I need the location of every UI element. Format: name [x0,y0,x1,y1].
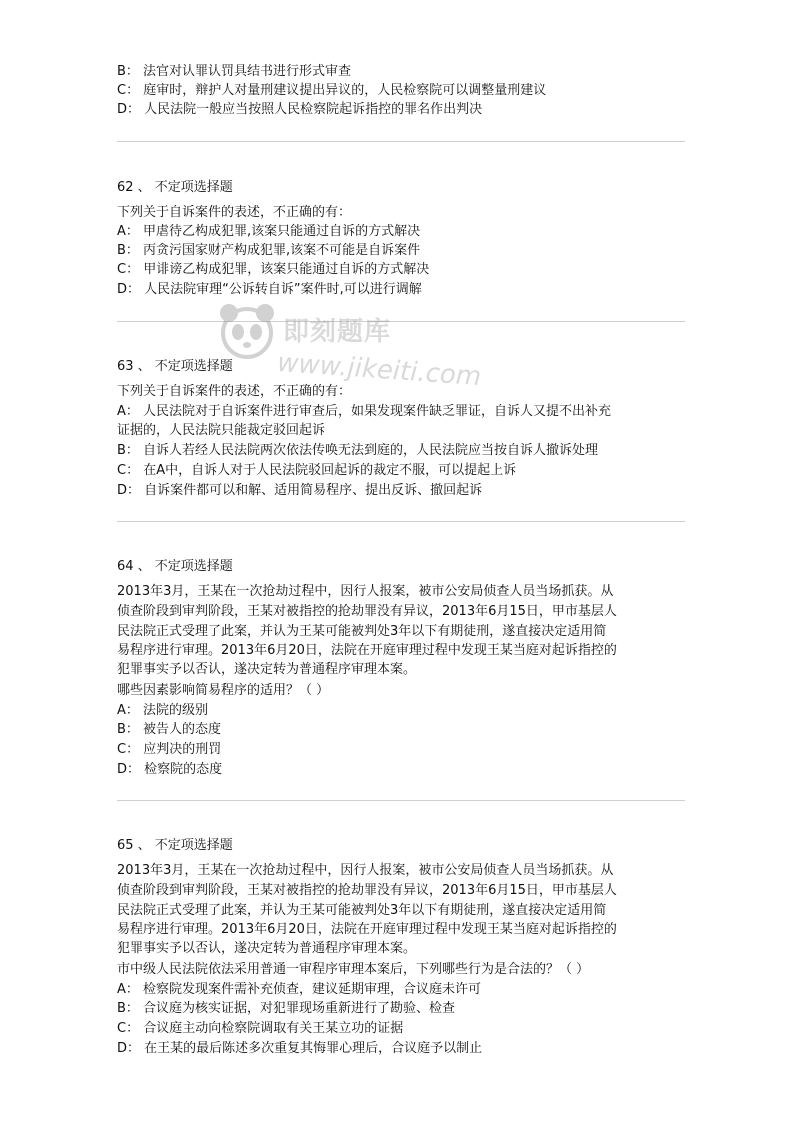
case-line: 2013年3月，王某在一次抢劫过程中，因行人报案，被市公安局侦查人员当场抓获。从 [117,863,614,878]
case-line: 2013年3月，王某在一次抢劫过程中，因行人报案，被市公安局侦查人员当场抓获。从 [117,584,614,599]
prev-option-d: D： 人民法院一般应当按照人民检察院起诉指控的罪名作出判决 [117,102,483,117]
option-d: D： 在王某的最后陈述多次重复其悔罪心理后，合议庭予以制止 [117,1041,483,1056]
question-header: 63 、 不定项选择题 [117,359,233,374]
option-a: A： 法院的级别 [117,703,209,718]
watermark-url: www.jikeiti.com [276,347,483,393]
separator [117,141,685,142]
option-a: A： 检察院发现案件需补充侦查，建议延期审理，合议庭未许可 [117,982,482,997]
option-b: B： 合议庭为核实证据，对犯罪现场重新进行了勘验、检查 [117,1001,456,1016]
option-a: A： 甲虐待乙构成犯罪,该案只能通过自诉的方式解决 [117,224,421,239]
separator [117,521,685,522]
separator [117,800,685,801]
question-header: 62 、 不定项选择题 [117,180,233,195]
separator [117,321,685,322]
option-c: C： 合议庭主动向检察院调取有关王某立功的证据 [117,1021,404,1036]
prev-option-c: C： 庭审时，辩护人对量刑建议提出异议的，人民检察院可以调整量刑建议 [117,83,547,98]
question-text: 哪些因素影响简易程序的适用？（ ） [117,683,330,698]
option-d: D： 自诉案件都可以和解、适用简易程序、提出反诉、撤回起诉 [117,483,483,498]
panda-logo-icon [215,299,279,363]
case-line: 侦查阶段到审判阶段，王某对被指控的抢劫罪没有异议，2013年6月15日，甲市基层人 [117,604,617,619]
option-c: C： 应判决的刑罚 [117,742,222,757]
question-header: 65 、 不定项选择题 [117,838,233,853]
case-line: 民法院正式受理了此案，并认为王某可能被判处3年以下有期徒刑，遂直接决定适用简 [117,624,607,639]
option-b: B： 自诉人若经人民法院两次依法传唤无法到庭的，人民法院应当按自诉人撤诉处理 [117,443,599,458]
case-line: 易程序进行审理。2013年6月20日，法院在开庭审理过程中发现王某当庭对起诉指控的 [117,643,617,658]
option-a-continued: 证据的，人民法院只能裁定驳回起诉 [117,423,326,438]
question-stem: 下列关于自诉案件的表述，不正确的有： [117,205,352,220]
question-text: 市中级人民法院依法采用普通一审程序审理本案后，下列哪些行为是合法的？（ ） [117,962,590,977]
question-stem: 下列关于自诉案件的表述，不正确的有： [117,384,352,399]
watermark-brand: 即刻题库 [283,317,392,347]
case-line: 侦查阶段到审判阶段，王某对被指控的抢劫罪没有异议，2013年6月15日，甲市基层人 [117,883,617,898]
option-b: B： 丙贪污国家财产构成犯罪,该案不可能是自诉案件 [117,243,421,258]
case-line: 民法院正式受理了此案，并认为王某可能被判处3年以下有期徒刑，遂直接决定适用简 [117,903,607,918]
option-b: B： 被告人的态度 [117,722,222,737]
question-header: 64 、 不定项选择题 [117,559,233,574]
case-line: 易程序进行审理。2013年6月20日，法院在开庭审理过程中发现王某当庭对起诉指控的 [117,922,617,937]
option-c: C： 在A中，自诉人对于人民法院驳回起诉的裁定不服，可以提起上诉 [117,463,517,478]
case-line: 犯罪事实予以否认，遂决定转为普通程序审理本案。 [117,941,417,956]
option-a: A： 人民法院对于自诉案件进行审查后，如果发现案件缺乏罪证，自诉人又提不出补充 [117,404,612,419]
case-line: 犯罪事实予以否认，遂决定转为普通程序审理本案。 [117,662,417,677]
option-d: D： 检察院的态度 [117,762,223,777]
option-c: C： 甲诽谤乙构成犯罪，该案只能通过自诉的方式解决 [117,262,430,277]
option-d: D： 人民法院审理“公诉转自诉”案件时,可以进行调解 [117,282,422,297]
prev-option-b: B： 法官对认罪认罚具结书进行形式审查 [117,64,352,79]
